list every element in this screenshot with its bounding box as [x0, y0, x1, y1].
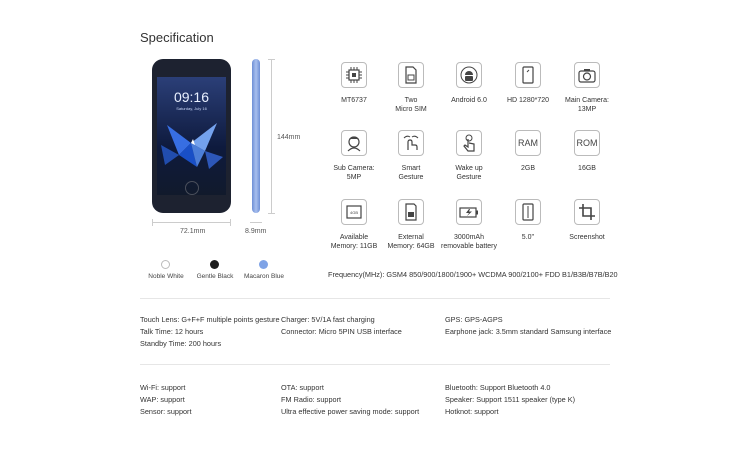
feature-label-available-memory: Available Memory: 11GB: [330, 234, 378, 250]
feature-label-main-camera: Main Camera: 13MP: [565, 97, 609, 113]
color-swatch-black[interactable]: [210, 260, 219, 269]
sim-card-icon: [398, 62, 424, 88]
feature-label-wake-gesture: Wake up Gesture: [455, 165, 483, 181]
detail-connector: Connector: Micro 5PIN USB interface: [281, 327, 402, 336]
feature-label-external-memory: External Memory: 64GB: [387, 234, 435, 250]
detail-standby-time: Standby Time: 200 hours: [140, 339, 222, 348]
phone-screen: [157, 77, 226, 195]
feature-label-sim: Two Micro SIM: [395, 97, 427, 113]
detail-fm-radio: FM Radio: support: [281, 395, 342, 404]
detail-ota: OTA: support: [281, 383, 324, 392]
feature-label-cpu: MT6737: [341, 97, 367, 104]
rom-icon: ROM: [574, 130, 600, 156]
color-label-black: Gentle Black: [196, 273, 234, 280]
detail-gps: GPS: GPS-AGPS: [445, 315, 503, 324]
tap-gesture-icon: [456, 130, 482, 156]
color-label-blue: Macaron Blue: [243, 273, 285, 280]
feature-label-sub-camera: Sub Camera: 5MP: [333, 165, 375, 181]
color-swatch-blue[interactable]: [259, 260, 268, 269]
screen-size-icon: [515, 199, 541, 225]
feature-label-rom: 16GB: [578, 165, 596, 172]
width-dimension-line: [152, 222, 231, 223]
separator-1: [140, 298, 610, 299]
height-tick-top: [268, 59, 275, 60]
phone-side-image: [252, 59, 260, 213]
color-swatch-white[interactable]: [161, 260, 170, 269]
fingerprint-button: [185, 181, 199, 195]
detail-power-saving: Ultra effective power saving mode: support: [281, 407, 420, 416]
height-dimension-line: [271, 59, 272, 213]
width-tick-left: [152, 219, 153, 226]
phone-front-image: [152, 59, 231, 213]
detail-wifi: Wi-Fi: support: [140, 383, 186, 392]
detail-bluetooth: Bluetooth: Support Bluetooth 4.0: [445, 383, 551, 392]
detail-charger: Charger: 5V/1A fast charging: [281, 315, 375, 324]
detail-earphone-jack: Earphone jack: 3.5mm standard Samsung interface: [445, 327, 612, 336]
color-label-white: Noble White: [148, 273, 184, 280]
display-icon: [515, 62, 541, 88]
feature-label-android: Android 6.0: [451, 97, 487, 104]
crop-icon: [574, 199, 600, 225]
memory-chip-icon: [341, 199, 367, 225]
feature-label-smart-gesture: Smart Gesture: [398, 165, 424, 181]
height-label: 144mm: [277, 134, 301, 141]
feature-label-screen-size: 5.0'': [521, 234, 535, 241]
width-tick-right: [230, 219, 231, 226]
android-icon: [456, 62, 482, 88]
battery-icon: [456, 199, 482, 225]
detail-speaker: Speaker: Support 1511 speaker (type K): [445, 395, 576, 404]
page-title: Specification: [140, 30, 214, 45]
detail-wap: WAP: support: [140, 395, 185, 404]
detail-hotknot: Hotknot: support: [445, 407, 499, 416]
selfie-icon: [341, 130, 367, 156]
height-tick-bottom: [268, 213, 275, 214]
memory-chip-text: 4GB: [349, 210, 359, 215]
width-label: 72.1mm: [180, 228, 206, 235]
wallpaper-shards: [157, 115, 226, 175]
depth-dimension-line: [250, 222, 262, 223]
feature-label-battery: 3000mAh removable battery: [440, 234, 498, 250]
feature-label-screenshot: Screenshot: [569, 234, 605, 241]
separator-2: [140, 364, 610, 365]
depth-label: 8.9mm: [245, 228, 267, 235]
ram-icon: RAM: [515, 130, 541, 156]
detail-sensor: Sensor: support: [140, 407, 192, 416]
detail-touch-lens: Touch Lens: G+F+F multiple points gesture: [140, 315, 280, 324]
cpu-icon: [341, 62, 367, 88]
sd-card-icon: [398, 199, 424, 225]
detail-talk-time: Talk Time: 12 hours: [140, 327, 204, 336]
frequency-bands: Frequency(MHz): GSM4 850/900/1800/1900+ WCDMA 900/2100+ FDD B1/B3B/B7B/B20: [328, 270, 618, 279]
feature-label-ram: 2GB: [520, 165, 535, 172]
lockscreen-clock: 09:16: [173, 89, 210, 105]
lockscreen-date: Saturday, July 16: [176, 106, 207, 111]
camera-icon: [574, 62, 600, 88]
gesture-hand-icon: [398, 130, 424, 156]
feature-label-display: HD 1280*720: [506, 97, 550, 104]
